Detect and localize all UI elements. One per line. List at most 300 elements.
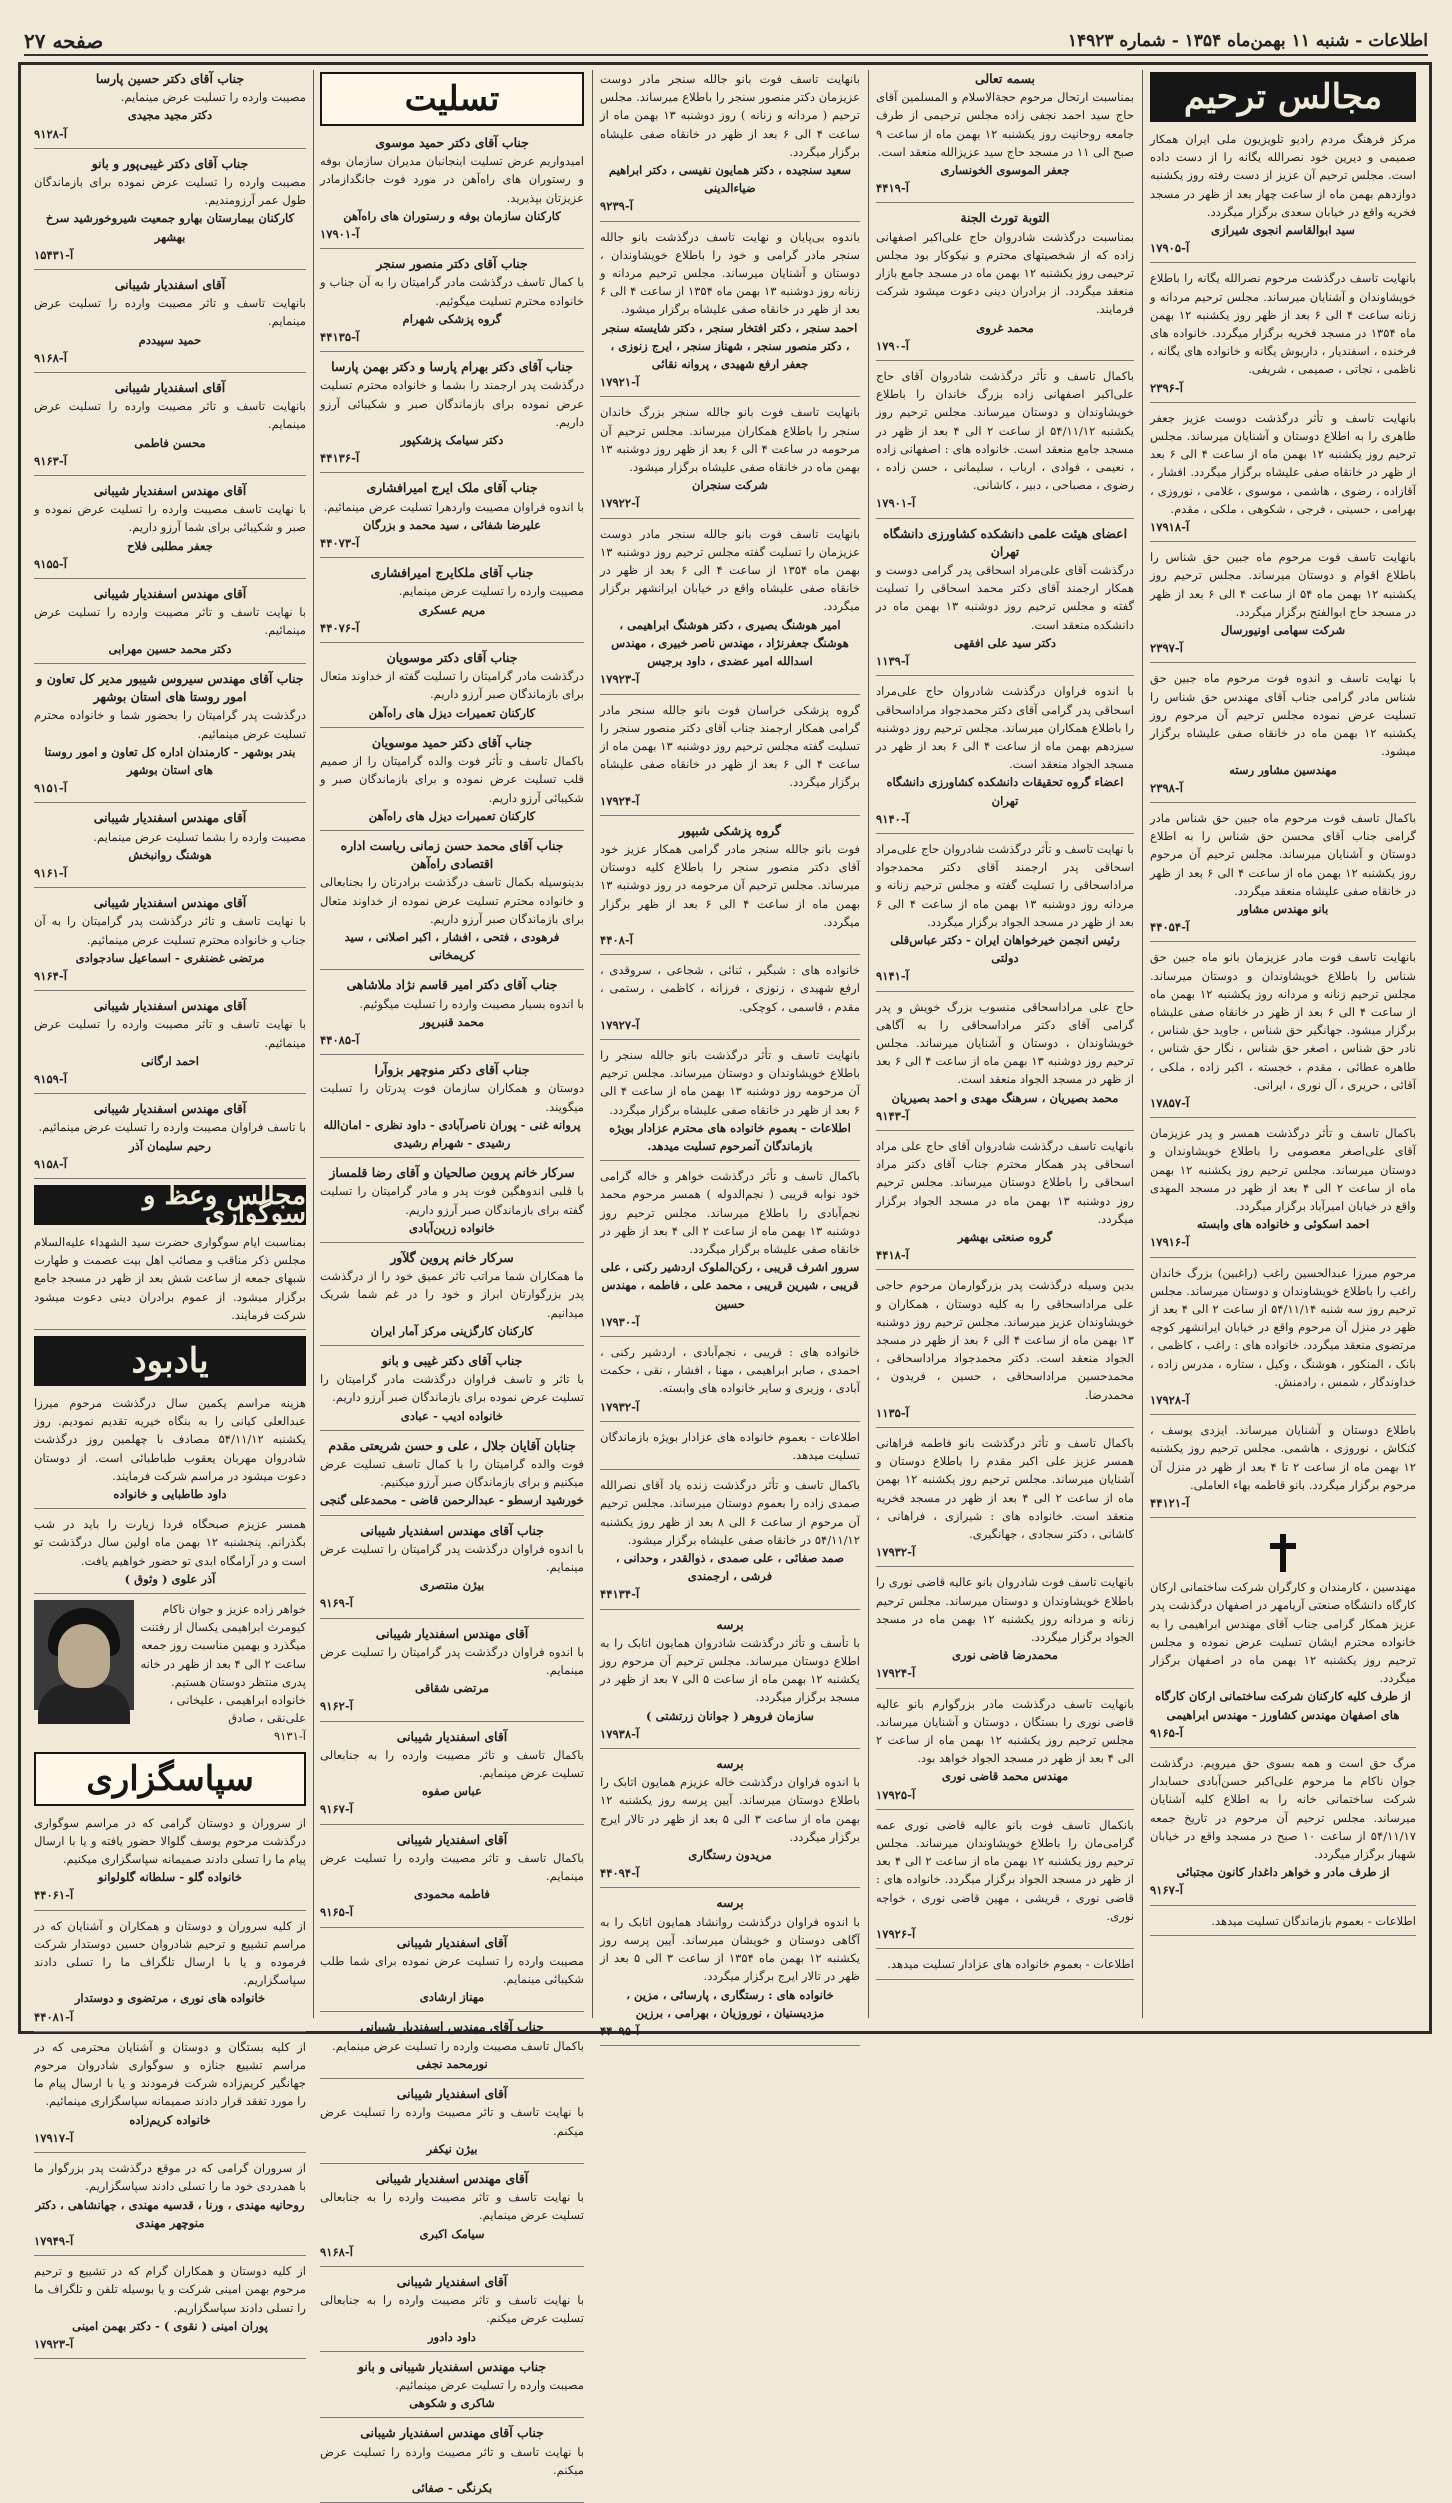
notice-signature: جعفر مطلبی فلاح [127,538,213,553]
notice [34,585,306,664]
notice-body: بدینوسیله بکمال تاسف درگذشت برادرتان را بجنابعالی و خانواده محترم تسلیت عرض نموده از خداوند متعال برای بازماندگان صبر آرزو داریم. [320,875,584,926]
notice-signature: کارکنان تعمیرات دیزل های راه‌آهن [368,808,536,823]
notice-body: ما همکاران شما مراتب تاثر عمیق خود را از درگذشت پدر بزرگوارتان ابراز و خود را در غم شما شریک میدانیم. [320,1269,584,1320]
notice-ref: آ-۱۷۹۳۸ [600,1726,640,1741]
notice-ref: آ-۱۵۴۳۱ [34,247,74,262]
notice [34,2262,306,2359]
notice-body: با کمال تاسف درگذشت مادر گرامیتان را به آن جناب و خانواده محترم تسلیت میگوئیم. [320,275,584,308]
notice-signature: سازمان فروهر ( جوانان زرتشتی ) [646,1708,814,1723]
notice-signature: آذر علوی ( وثوق ) [124,1571,216,1586]
notice [34,379,306,476]
notice-body: با نهایت تاسف و تاثر مصیبت وارده را به جنابعالی تسلیت عرض مینمایم. [320,2190,584,2223]
notice-body: با نهایت تاسف و تاثر درگذشت پدر گرامیتان را به آن جناب و خانواده محترم تسلیت عرض مینمائیم. [34,914,306,947]
notice-body: مرحوم میرزا عبدالحسین راغب (راغبین) بزرگ خاندان راغب را باطلاع خویشاوندان و دوستان میرساند. مجلس ترحیم روز سه شنبه ۵۴/۱۱/۱۴ از ساعت ۲ الی ۴ بعد از ظهر در منزل آن مرحوم واقع در خیابان ایرانشهر کوچه مرتضوی منعقد میگردد. خانواده های : راغب ، کاظمی ، بانک ، المنکور ، هوشنگ ، وکیل ، ستاره ، مدرس زاده ، خداوندگار ، شمس ، رادمنش. [1150,1265,1416,1389]
notice-signature: عباس صفوه [422,1784,482,1799]
notice [876,682,1134,834]
notice-title: آقای مهندس اسفندیار شیبانی [93,1101,247,1117]
notice-ref: آ-۴۴۰۸۱ [34,2009,74,2024]
notice [876,1137,1134,1270]
notice-signature: حمید سپیددم [138,332,202,347]
notice-signature: روحانیه مهندی ، ورنا ، قدسیه مهندی ، جهانشاهی ، دکتر منوچهر مهندی [35,2197,305,2230]
page-number: صفحه ۲۷ [24,29,104,53]
notice-signature: بکرنگی - صفائی [411,2480,493,2495]
notice [34,70,306,149]
notice-title: جناب آقای ملکایرج امیرافشاری [370,565,534,581]
notice [600,1755,860,1888]
notice-signature: از طرف مادر و خواهر داغدار کانون مجتبائی [1176,1865,1390,1880]
notice-title: جناب آقای دکتر حمید موسویان [371,734,533,750]
notice-signature: علیرضا شفائی ، سید محمد و بزرگان [362,517,542,532]
notice-ref: آ-۱۷۹۰ [876,338,909,353]
notice [320,649,584,728]
notice [320,134,584,249]
notice-body: با نهایت تاسف مصیبت وارده را تسلیت عرض نموده و صبر و شکیبائی برای شما آرزو داریم. [34,502,306,535]
notice-signature: دکتر مجید مجیدی [127,108,213,123]
notice-body: باکمال تاسف فوت مرحوم ماه جبین حق شناس مادر گرامی جناب آقای محسن حق شناس را به اطلاع دوستان و آشنایان میرساند. مجلس ترحیم آن مرحوم روز یکشنبه ۱۲ بهمن ماه از ساعت ۴ الی ۶ بعد از ظهر در خانقاه صفی علیشاه منعقد میگردد. [1150,810,1416,898]
notice-title: جنابان آقایان جلال ، علی و حسن شریعتی مقدم [328,1437,576,1453]
notice-body: بانهایت تاسف فوت بانو جالله سنجر مادر دوست عزیزمان را تسلیت گفته مجلس ترحیم روز دوشنبه ۱۳ بهمن ماه ۱۳۵۴ از ساعت ۴ الی ۶ بعد از ظهر در خانقاه صفی علیشاه واقع در خیابان ایرانشهر برگزار میگردد. [600,526,860,614]
notice-list [1146,1578,1420,1936]
section-banner-sermons: مجالس وعظ و سوگواری [34,1185,306,1225]
notice [1150,548,1416,663]
notice-ref: آ-۱۷۹۲۲ [600,496,640,511]
notice-title: جناب آقای دکتر حمید موسوی [375,135,529,150]
notice-body: با نهایت تاسف و اندوه فوت مرحوم ماه جبین حق شناس مادر گرامی جناب آقای مهندس حق شناس را تسلیت عرض نموده مجلس ترحیم آن مرحوم روز یکشنبه ۱۲ بهمن ماه در خانقاه صفی علیشاه برگزار میشود. [1150,671,1417,759]
notice-ref: آ-۴۴۰۷۶ [320,620,360,635]
notice-signature: پوران امینی ( نقوی ) - دکتر بهمن امینی [72,2318,268,2333]
notice [600,228,860,398]
notice-signature: مهندسین مشاور رسته [1229,762,1337,777]
notice-ref: آ-۱۷۹۳۲ [876,1545,916,1560]
issue-info: اطلاعات - شنبه ۱۱ بهمن‌ماه ۱۳۵۴ - شماره ۱۴۹۲۳ [1067,31,1428,51]
notice [600,1894,860,2046]
notice-body: درگذشت پدر گرامیتان را بحضور شما و خانواده محترم تسلیت عرض مینمائیم. [34,708,306,741]
notice [320,976,584,1055]
notice-body: با اندوه فراوان درگذشت پدر گرامیتان را تسلیت عرض مینمایم. [320,1644,584,1678]
notice-title: آقای اسفندیار شیبانی [114,277,226,293]
notice-body: باندوه بی‌پایان و نهایت تاسف درگذشت بانو جالله سنجر مادر گرامی و خود را باطلاع خویشاوندان ، دوستان و آشنایان میرساند. مجلس ترحیم مردانه و زنانه روز دوشنبه ۱۳ بهمن ماه ۱۳۵۴ از ساعت ۴ الی ۶ بعد از ظهر در خانقاه صفی علیشاه برگزار میشود. [600,229,860,317]
notice [34,155,306,270]
notice-signature: شرکت سهامی اونیورسال [1220,623,1346,638]
notice-title: آقای اسفندیار شیبانی [396,1831,508,1847]
notice-body: با نهایت تاسف و تاثر مصیبت وارده را تسلیت عرض مینمائیم. [34,605,306,638]
notice-title: جناب آقای مهندس اسفندیار شیبانی [360,1522,544,1538]
notice-ref: آ-۱۷۹۰۱ [876,496,916,511]
notice-body: باکمال تاسف و تأثر درگذشت بانو فاطمه فراهانی همسر عزیز علی اکبر مقدم را باطلاع دوستان و آشنایان میرساند. مجلس ترحیم روز یکشنبه ۱۲ بهمن ماه از ساعت ۲ الی ۴ بعد از ظهر در مسجد فخریه منعقد است. خانواده های : شیرازی ، فراهانی ، کاشانی ، دکتر سجادی ، جهانگیری. [876,1436,1134,1542]
notice-signature: کارکنان بیمارستان بهارو جمعیت شیروخورشید سرخ بهشهر [45,211,295,244]
notice-title: جناب آقای دکتر موسویان [386,650,518,666]
notice-body: حاج علی مراداسحاقی منسوب بزرگ خویش و پدر گرامی آقای دکتر مراداسحاقی را به آگاهی خویشاوندان ، دوستان و آشنایان میرساند. مجلس ترحیم روز دوشنبه ۱۳ بهمن ماه از ساعت ۴ الی ۶ بعد از ظهر در مسجد الجواد منعقد است. [876,999,1134,1087]
notice-body: باکمال تاسف و تاثر مصیبت وارده را تسلیت عرض مینمایم. [320,1850,584,1884]
notice-ref: آ-۱۷۸۵۷ [1150,1095,1190,1110]
notice-title: اعضای هیئت علمی دانشکده کشاورزی دانشگاه تهران [882,525,1128,559]
notice-ref: آ-۴۴۱۳۵ [320,330,360,345]
notice-body: بمناسبت ارتحال مرحوم حجة‌الاسلام و المسلمین آقای حاج سید احمد نجفی زاده مجلس ترحیمی از طرف جامعه روحانیت روز یکشنبه ۱۲ بهمن ماه از ساعت ۹ صبح الی ۱۱ در مسجد حاج سید عزیزالله منعقد است. [876,90,1134,159]
notice [600,70,860,222]
notice-body: باکمال تاسف و تأثر درگذشت همسر و پدر عزیزمان آقای علی‌اصغر معصومی را باطلاع خویشاوندان و دوستان میرساند. مجلس ترحیم روز یکشنبه ۱۲ بهمن ماه از ساعت ۲ الی ۴ بعد از ظهر در مسجد المهدی واقع در خیابان امیرآباد برگزار میگردد. [1150,1126,1416,1213]
notice-ref: آ-۹۱۵۸ [34,1156,67,1171]
notice [876,1955,1134,1979]
notice-title: آقای مهندس اسفندیار شیبانی [93,586,247,602]
notice-signature: گروه پزشکی شهرام [402,311,502,326]
notice-list [30,1394,310,1594]
notice [320,1934,584,2013]
notice [876,367,1134,519]
notice-signature: فاطمه محمودی [414,1887,490,1902]
notice [876,70,1134,203]
notice-title: التوبة تورث الجنة [960,210,1050,226]
notice-ref: آ-۴۴۱۹ [876,181,909,196]
notice [320,1249,584,1346]
notice [876,840,1134,992]
notice-signature: بانو مهندس مشاور [1237,901,1329,916]
notice-body: با نهایت تاسف و تاثر مصیبت وارده را به جنابعالی تسلیت عرض میکنم. [320,2293,584,2326]
notice-ref: آ-۹۲۳۹ [600,199,633,214]
notice [320,1728,584,1825]
notice-body: مصیبت وارده را تسلیت عرض نموده برای شما طلب شکیبائی مینمایم. [320,1953,584,1987]
notice [34,894,306,991]
notice-ref: آ-۱۷۹۰۱ [320,227,360,242]
notice-body: مصیبت وارده را تسلیت عرض نموده برای بازماندگان طول عمر آرزومندیم. [34,175,306,208]
notice-body: بدین وسیله درگذشت پدر بزرگوارمان مرحوم حاجی علی مراداسحاقی را به کلیه دوستان ، همکاران و خویشاوندان عزیز میرساند. مجلس ترحیم روز دوشنبه ۱۳ بهمن ماه از ساعت ۴ الی ۶ بعد از ظهر در مسجد الجواد منعقد است. دکتر محمد‌جواد مراداسحاقی ، محمدحسین مراداسحاقی ، حسین ، فریدون ، محمدرضا. [876,1278,1134,1402]
notice-signature: داود طاطبایی و خانواده [113,1487,227,1501]
notice [876,1434,1134,1567]
notice [876,998,1134,1131]
notice [34,809,306,888]
notice-title: برسه [716,1756,744,1772]
notice-ref: آ-۱۷۹۳۲ [600,1399,640,1414]
notice-ref: آ-۹۱۶۳ [34,453,67,468]
notice-body: بانهایت تاسف فوت مرحوم ماه جبین حق شناس را باطلاع اقوام و دوستان میرساند. مجلس ترحیم روز یکشنبه ۱۲ بهمن ماه ۵۴ از ساعت ۴ الی ۶ بعد از ظهر در مسجد حاج ابوالفتح برگزار میگردد. [1150,550,1416,619]
notice [320,734,584,831]
portrait-photo [34,1600,134,1710]
notice-ref: آ-۱۷۹۱۷ [34,2130,74,2145]
memorial-photo-notice [34,1600,306,1746]
notice-body: باکمال تاسف و تأثر فوت والده گرامیتان را از صمیم قلب تسلیت عرض نموده و برای بازماندگان صبر و شکیبائی آرزو داریم. [320,754,584,805]
notice-signature: خانواده ادیب - عبادی [400,1408,504,1423]
notice [1150,269,1416,402]
notice-signature: داود دادور [428,2329,476,2344]
notice-body: بانهایت تاسف درگذشت مادر بزرگوارم بانو عالیه قاضی نوری را بستگان ، دوستان و آشنایان میرساند. مجلس ترحیم روز یکشنبه ۱۲ بهمن ماه از ساعت ۲ الی ۴ بعد از ظهر در مسجد الجواد خواهد بود. [876,1696,1134,1766]
notice-signature: اطلاعات - بعموم خانواده های محترم عزادار بویژه بازماندگان آنمرحوم تسلیت میدهد. [609,1120,851,1153]
notice-ref: آ-۱۱۳۹ [876,654,909,669]
notice-ref: آ-۹۱۵۵ [34,556,67,571]
notice [320,255,584,352]
notice-ref: آ-۱۷۹۱۶ [1150,1235,1190,1250]
notice-signature: دکتر محمد حسین مهرابی [108,641,232,656]
notice-title: سرکار خانم پروین صالحیان و آقای رضا قلمساز [329,1165,575,1181]
newspaper-header [24,28,1428,56]
notice-title: جناب مهندس اسفندیار شیبانی و بانو [357,2358,547,2374]
notice-ref: آ-۱۷۹۳۰ [600,1314,640,1329]
notice-body: گروه پزشکی خراسان فوت بانو جالله سنجر مادر گرامی همکار ارجمند جناب آقای دکتر منصور سنجر را تسلیت گفته مجلس ترحیم روز دوشنبه ۱۳ بهمن ماه از ساعت ۴ الی ۶ بعد از ظهر در خانقاه صفی علیشاه برگزار میگردد. [600,702,860,790]
notice [34,482,306,579]
notice [320,1164,584,1243]
section-banner-thanks: سپاسگزاری [34,1752,306,1806]
notice-body: هزینه مراسم یکمین سال درگذشت مرحوم میرزا عبدالعلی کیانی را به بنگاه خیریه تقدیم نمودیم. روز یکشنبه ۵۴/۱۱/۱۲ مصادف با چهلمین روز درگذشت شادروان مهربان یعقوب طباطبائی است. از دوستان دعوت میشود در مراسم شرکت فرمایند. [34,1395,306,1483]
notice-body: فوت بانو جالله سنجر مادر گرامی همکار عزیز خود آقای دکتر منصور سنجر را باطلاع کلیه دوستان میرساند. مجلس ترحیم آن مرحومه در روز دوشنبه ۱۳ بهمن ماه از ساعت ۴ الی ۶ بعد از ظهر برگزار میگردد. [600,841,860,929]
notice-signature: از طرف کلیه کارکنان شرکت ساختمانی ارکان کارگاه های اصفهان مهندس کشاورز - مهندس ابراهیمی [1155,1689,1411,1722]
notice-body: با نهایت تاسف و تاثر مصیبت وارده را تسلیت عرض مینمائیم. [34,1017,306,1050]
notice-title: آقای مهندس اسفندیار شیبانی [93,998,247,1014]
notice-title: برسه [716,1616,744,1632]
notice-ref: آ-۹۱۴۳ [876,1108,909,1123]
notice-ref: آ-۴۴۱۳۶ [320,451,360,466]
notice [876,525,1134,677]
notice-body: بانهایت تاسف فوت بانو جالله سنجر بزرگ خاندان سنجر را باطلاع همکاران میرساند. مجلس ترحیم آن مرحومه در ساعت ۴ الی ۶ بعد از ظهر روز دوشنبه ۱۳ بهمن ماه در خانقاه صفی علیشاه برگزار میشود. [600,405,860,475]
column-divider [592,70,593,2018]
section-banner-memorial: مجالس ترحیم [1150,72,1416,122]
notice-title: آقای مهندس اسفندیار شیبانی [93,810,247,826]
notice-body: مهندسین ، کارمندان و کارگران شرکت ساختمانی ارکان کارگاه دانشگاه صنعتی آریامهر در اصفهان درگذشت پدر عزیز همکار گرامی جناب آقای مهندس ابراهیمی را به خانواده محترم ایشان تسلیت عرض نموده و مجلس ترحیم روز یکشنبه ۱۲ بهمن ماه در اصفهان برگزار میگردد. [1150,1580,1416,1686]
notice-ref: آ-۴۴۱۲۱ [1150,1496,1190,1511]
notice-body: با اندوه فراوان درگذشت خاله عزیزم همایون اتابک را باطلاع دوستان میرساند. آیین پرسه روز یکشنبه ۱۲ بهمن ماه از ساعت ۳ الی ۵ بعد از ظهر در تالار ایرج برگزار میگردد. [600,1775,860,1844]
notice-title: جناب آقای دکتر غیبی‌پور و بانو [91,155,249,171]
notice-ref: آ-۹۱۶۵ [1150,1725,1183,1740]
notice-signature: خانواده ابراهیمی ، علیخانی ، علی‌نقی ، صادق [169,1693,306,1726]
notice-signature: محمد غروی [976,320,1034,335]
notice-signature: خانواده زرین‌آبادی [409,1220,495,1235]
notice-ref: آ-۱۷۹۰۵ [1150,241,1190,256]
notice [1150,409,1416,542]
notice-ref: آ-۱۷۹۴۹ [34,2233,74,2248]
notice-body: فوت والده گرامیتان را با کمال تاسف تسلیت عرض میکنیم و برای بازماندگان صبر آرزو میکنیم. [320,1457,584,1490]
notice-body: با اندوه فراوان مصیبت واردهرا تسلیت عرض مینمائیم. [323,499,584,514]
notice-signature: شاکری و شکوهی [409,2396,495,2411]
notice-title: جناب آقای دکتر امیر قاسم نژاد ملاشاهی [346,977,558,993]
notice [1150,1124,1416,1257]
notice-body: با نهایت تاسف و تأثر درگذشت شادروان حاج علی‌مراد اسحاقی پدر ارجمند آقای دکتر محمد‌جواد مراداسحاقی را تسلیت گفته و مجلس ترحیم زنانه و مردانه روز دوشنبه ۱۳ بهمن ماه از ساعت ۴ الی ۶ بعد از ظهر در مسجد الجواد برگزار میگردد. [876,841,1134,929]
notice-body: باکمال تاسف و تاثر مصیبت وارده را به جنابعالی تسلیت عرض مینمایم. [320,1747,584,1781]
notice-ref: آ-۹۱۲۸ [34,126,67,141]
notice [320,2170,584,2267]
notice-signature: اعضاء گروه تحقیقات دانشکده کشاورزی دانشگاه تهران [886,775,1124,808]
notice-signature: بیژن نیکفر [426,2141,478,2156]
notice-ref: آ-۹۱۶۴ [34,968,67,983]
notice [34,1233,306,1330]
notice-title: جناب آقای دکتر منصور سنجر [376,256,528,272]
notice-ref: آ-۹۱۶۹ [320,1596,353,1611]
notice-signature: خانواده های نوری ، مرتضوی و دوستدار [74,1991,266,2006]
notice-body: بانکمال تاسف فوت بانو عالیه قاضی نوری عمه گرامی‌مان را باطلاع خویشاوندان میرساند. مجلس ترحیم روز یکشنبه ۱۲ بهمن ماه از ساعت ۲ الی ۴ بعد از ظهر در مسجد الجواد برگزار میگردد. خانواده های : قاضی نوری ، قریشی ، مهین قاضی نوری ، خواجه نوری. [876,1817,1135,1923]
notice-body: خواهر زاده عزیز و جوان ناکام کیومرث ابراهیمی یکسال از رفتنت میگذرد و بهمین مناسبت روز جمعه ساعت ۲ الی ۴ بعد از ظهر در خانه پدری منتظر دوستان هستیم. [140,1602,306,1689]
notice [876,1573,1134,1688]
notice-ref: آ-۹۱۵۱ [34,781,67,796]
notice [1150,130,1416,263]
notice-signature: کارکنان سازمان بوفه و رستوران های راه‌آهن [343,208,561,223]
notice-body: مصیبت وارده را تسلیت عرض مینمایم. [398,584,584,599]
notice-body: مصیبت وارده را تسلیت عرض مینمایم. [120,90,306,105]
notice-ref: آ-۱۷۹۲۴ [600,793,640,808]
notice-title: آقای اسفندیار شیبانی [396,2086,508,2102]
notice-body: بانهایت تاسف فوت بانو جالله سنجر مادر دوست عزیزمان دکتر منصور سنجر را باطلاع میرساند. مجلس ترحیم ( مردانه و زنانه ) روز دوشنبه ۱۳ بهمن ماه از ساعت ۴ الی ۶ بعد از ظهر در خانقاه صفی علیشاه برگزار میگردد. [600,72,860,159]
notice-ref: آ-۴۴۰۷۳ [320,536,360,551]
notice-signature: هوشنگ روانبخش [128,847,212,862]
notice-title: آقای اسفندیار شیبانی [396,1934,508,1950]
notice-title: جناب آقای دکتر حسین پارسا [95,71,245,86]
notice [34,1814,306,1911]
notice-ref: آ-۱۷۹۲۸ [1150,1393,1190,1407]
notice [34,2038,306,2153]
notice-ref: آ-۴۴۱۸ [876,1248,909,1263]
notice-body: با اندوه فراوان درگذشت پدر گرامیتان را تسلیت عرض مینمایم. [320,1541,584,1575]
notice-signature: خورشید ارسطو - عبدالرحمن قاضی - محمدعلی گنجی [320,1493,584,1508]
notice-signature: مهناز ارشادی [419,1990,485,2005]
notice-title: جناب آقای دکتر بهرام پارسا و دکتر بهمن پارسا [331,359,573,375]
notice [34,1100,306,1179]
notice [1150,1578,1416,1748]
notice-title: جناب آقای دکتر غیبی و بانو [381,1352,523,1368]
notice-body: با اندوه فراوان درگذشت روانشاد همایون اتابک را به آگاهی دوستان و خویشان میرساند. آیین پرسه روز یکشنبه ۱۲ بهمن ماه ۱۳۵۴ از ساعت ۳ الی ۵ بعد از ظهر در تالار ایرج برگزار میگردد. [600,1914,860,1984]
notice [320,358,584,473]
notice [34,2159,306,2256]
notice-ref: آ-۴۴۰۹۴ [600,1866,640,1881]
notice-signature: محمدرضا قاضی نوری [951,1648,1058,1663]
notice [876,1695,1134,1810]
cross-icon [1268,1534,1298,1572]
notice-title: آقای اسفندیار شیبانی [396,2273,508,2289]
notice [320,2358,584,2419]
notice-ref: آ-۹۱۵۹ [34,1071,67,1086]
notice [876,1816,1134,1949]
notice-body: درگذشت آقای علی‌مراد اسحاقی پدر گرامی دوست و همکار ارجمند آقای دکتر محمد اسحاقی را تسلیت گفته و مجلس ترحیم روز دوشنبه ۱۳ بهمن ماه در دانشکده منعقد است. [876,563,1134,632]
notice-signature: پروانه غنی - پوران ناصرآبادی - داود نظری - امان‌الله رشیدی - شهرام رشیدی [323,1117,581,1150]
notice-ref: آ-۴۴۰۹۵ [600,2023,640,2038]
notice-ref: آ-۹۱۶۱ [34,865,67,880]
notice-title: جناب آقای مهندس اسفندیار شیبانی [360,2019,544,2035]
notice-ref: آ-۱۷۹۲۱ [600,375,640,390]
notice-signature: کارکنان تعمیرات دیزل های راه‌آهن [368,705,536,720]
notice [320,479,584,558]
notice [34,670,306,803]
notice-title: آقای اسفندیار شیبانی [396,1728,508,1744]
notice-list [1146,130,1420,1518]
notice-signature: گروه صنعتی بهشهر [957,1229,1053,1244]
notice-signature: نورمحمد نجفی [416,2056,488,2071]
notice-title: جناب آقای محمد حسن زمانی ریاست اداره اقتصادی راه‌آهن [340,837,564,872]
notice-signature: رئیس انجمن خیرخواهان ایران - دکتر عباس‌قلی دولتی [890,932,1120,966]
notice [1150,669,1416,802]
notice-list [596,70,864,2046]
notice-list [30,70,310,1179]
notice-list [30,1814,310,2359]
notice-ref: آ-۲۳۹۷ [1150,641,1183,656]
notice-title: آقای مهندس اسفندیار شیبانی [375,2170,529,2186]
notice-ref: آ-۱۷۹۲۳ [600,672,640,687]
notice [600,1046,860,1161]
notice-signature: احمد سنجر ، دکتر افتخار سنجر ، دکتر شایسته سنجر ، دکتر منصور سنجر ، شهناز سنجر ، ایرج زنوزی ، جعفر ارفع شهیدی ، پروانه نقائی [602,320,858,372]
notice-body: اطلاعات - بعموم خانواده های عزادار تسلیت میدهد. [887,1957,1134,1972]
notice-body: بانهایت تاسف فوت مادر عزیزمان بانو ماه جبین حق شناس را باطلاع خویشاوندان و دوستان میرساند. مجلس ترحیم زنانه و مردانه روز یکشنبه ۱۲ بهمن ماه از ساعت ۴ الی ۶ بعد از ظهر در خانقاه صفی علیشاه برگزار میشود. جهانگیر حق شناس ، جاوید حق شناس ، نادر حق شناس ، اصغر حق شناس ، نگار حق شناس ، طاهره عطائی ، مقدم ، خجسته ، اکبر زاده ، ملکی ، آقائی ، حریری ، آل نوری ، ایرانی. [1150,950,1417,1092]
notice [320,1625,584,1722]
notice-signature: مریدون رستگاری [688,1848,772,1863]
notice-ref: آ-۴۴۰۵۴ [1150,920,1190,935]
column-condolences [316,70,588,2495]
notice-body: مصیبت وارده را بشما تسلیت عرض مینمایم. [93,829,306,844]
notice-signature: سید ابوالقاسم انجوی شیرازی [1211,223,1355,238]
column-divider [313,70,314,2018]
column-memorial-services [1146,70,1420,2026]
notice-body: بانهایت تاسف و تاثر مصیبت وارده را تسلیت عرض مینمایم. [34,296,306,329]
notice [320,564,584,643]
notice-title: آقای مهندس اسفندیار شیبانی [93,895,247,911]
notice-body: بانهایت تاسف و تأثر درگذشت دوست عزیز جعفر طاهری را به اطلاع دوستان و آشنایان میرساند. مجلس ترحیم روز یکشنبه ۱۲ بهمن ماه از ساعت ۴ الی ۶ بعد از ظهر در خانقاه صفی علیشاه برگزار میگردد. افشار ، آقازاده ، رضوی ، هاشمی ، موسوی ، غلامی ، نوروزی ، بهرامی ، حسینی ، فرجی ، شکوهی ، ملکی ، مقدم. [1150,410,1417,516]
notice-signature: مرتضی غضنفری - اسماعیل سادجوادی [75,950,265,965]
notice-signature: محمد بصیریان ، سرهنگ مهدی و احمد بصیریان [891,1090,1119,1105]
notice-title: آقای اسفندیار شیبانی [114,380,226,396]
section-banner-condolence: تسلیت [320,72,584,126]
notice-ref: آ-۹۱۶۸ [34,350,67,365]
notice [1150,1912,1416,1936]
notice [320,1831,584,1928]
notice [876,209,1134,361]
notice [600,701,860,816]
notice-body: با نهایت تاسف و تاثر مصیبت وارده را تسلیت عرض میکنم. [320,2444,584,2477]
notice-body: مرکز فرهنگ مردم رادیو تلویزیون ملی ایران همکار صمیمی و دیرین خود نصرالله یگانه را از دست داده است. مجلس ترحیم آن عزیز از دست رفته روز یکشنبه دوازدهم بهمن ماه از ساعت چهار بعد از ظهر در مسجد فخریه واقع در خیابان سعدی برگزار میگردد. [1150,132,1416,219]
notice-body: باکمال تاسف مصیبت وارده را تسلیت عرض مینمایم. [331,2038,584,2053]
notice [320,2085,584,2164]
notice-body: همسر عزیزم صبحگاه فردا زیارت را باید در شب بگذرانم. پنجشنبه ۱۲ بهمن ماه اولین سال درگذشت تو است و در آرامگاه ابدی تو حضور خواهیم یافت. [34,1517,306,1568]
notice-title: برسه [716,1895,744,1911]
notice-body: بانهایت تاسف و تاثر مصیبت وارده را تسلیت عرض مینمایم. [34,399,306,432]
notice-ref: آ-۲۳۹۶ [1150,380,1183,395]
notice-ref: آ-۴۴۰۸ [600,932,633,947]
notice-body: از سروران گرامی که در موقع درگذشت پدر بزرگوار ما با همدردی خود ما را تسلی دادند سپاسگزاریم. [34,2161,306,2194]
notice-signature: دکتر سید علی افقهی [953,635,1057,650]
column-divider [1142,70,1143,2018]
notice-signature: سیامک اکبری [419,2226,485,2241]
notice [320,1061,584,1158]
notice-body: باکمال تاسف و تأثر درگذشت خواهر و خاله گرامی خود نوابه قریبی ( نجم‌الدوله ) همسر مرحوم محمد نجم‌آبادی را باطلاع میرساند. مجلس ترحیم روز دوشنبه ۱۳ بهمن ماه از ساعت ۲ الی ۴ بعد از ظهر در خانقاه صفی علیشاه برگزار میگردد. [600,1169,861,1256]
notice-signature: خانواده گلو - سلطانه گلولوانو [97,1870,243,1885]
notice-body: بانهایت تاسف فوت شادروان بانو عالیه قاضی نوری را باطلاع خویشاوندان و دوستان میرساند. مجلس ترحیم زنانه و مردانه روز یکشنبه ۱۲ بهمن ماه در مسجد الجواد برگزار میگردد. [876,1575,1134,1645]
notice [600,403,860,518]
notice [876,1276,1134,1428]
notice [320,2018,584,2079]
notice-body: با تاسف فراوان مصیبت وارده را تسلیت عرض مینمائیم. [38,1120,306,1135]
notice-signature: مرتضی شقاقی [415,1681,489,1696]
notice-ref: آ-۹۱۳۱ [273,1729,306,1744]
notice [320,1437,584,1516]
notice [600,1167,860,1337]
notice-signature: مریم عسکری [418,602,486,617]
notice-body: درگذشت پدر ارجمند را بشما و خانواده محترم تسلیت عرض نموده برای بازماندگان صبر و شکیبائی آرزو داریم. [320,378,584,429]
notice-ref: آ-۹۱۶۵ [320,1905,353,1920]
notice-signature: بندر بوشهر - کارمندان اداره کل تعاون و امور روستا های استان بوشهر [44,744,296,777]
notice-ref: آ-۹۱۶۲ [320,1699,353,1714]
column-notices-3 [596,70,864,2038]
notice-list [872,70,1138,1980]
notice-list [316,134,588,2503]
notice [600,1428,860,1470]
notice [34,1394,306,1509]
notice [34,1515,306,1594]
notice-signature: شرکت سنجران [692,478,768,493]
notice-signature: خانواده کریم‌زاده [129,2112,211,2127]
notice-ref: آ-۱۷۹۲۵ [876,1787,916,1802]
notice-ref: آ-۱۷۹۲۷ [600,1017,640,1032]
column-notices-5 [30,70,310,2351]
notice-body: درگذشت مادر گرامیتان را تسلیت گفته از خداوند متعال برای بازماندگان صبر آرزو داریم. [320,669,584,702]
notice-ref: آ-۹۱۶۷ [320,1802,353,1817]
notice [600,525,860,695]
notice-body: خانواده های : قریبی ، نجم‌آبادی ، اردشیر رکنی ، احمدی ، صابر ابراهیمی ، مهنا ، افشار ، نقی ، حکمت آبادی ، وزیری و سایر خانواده های وابسته. [600,1345,860,1396]
notice [320,2424,584,2503]
column-divider [868,70,869,2018]
notice-body: بانهایت تاسف درگذشت شادروان آقای حاج علی مراد اسحاقی پدر همکار محترم جناب آقای دکتر مراد اسحاقی را باطلاع دوستان میرساند. مجلس ترحیم روز دوشنبه ۱۳ بهمن ماه در مسجد الجواد برگزار میگردد. [876,1138,1134,1226]
notice-ref: آ-۱۷۹۲۶ [876,1927,916,1942]
notice-body: با نهایت تاسف و تاثر مصیبت وارده را تسلیت عرض میکنم. [320,2105,584,2138]
